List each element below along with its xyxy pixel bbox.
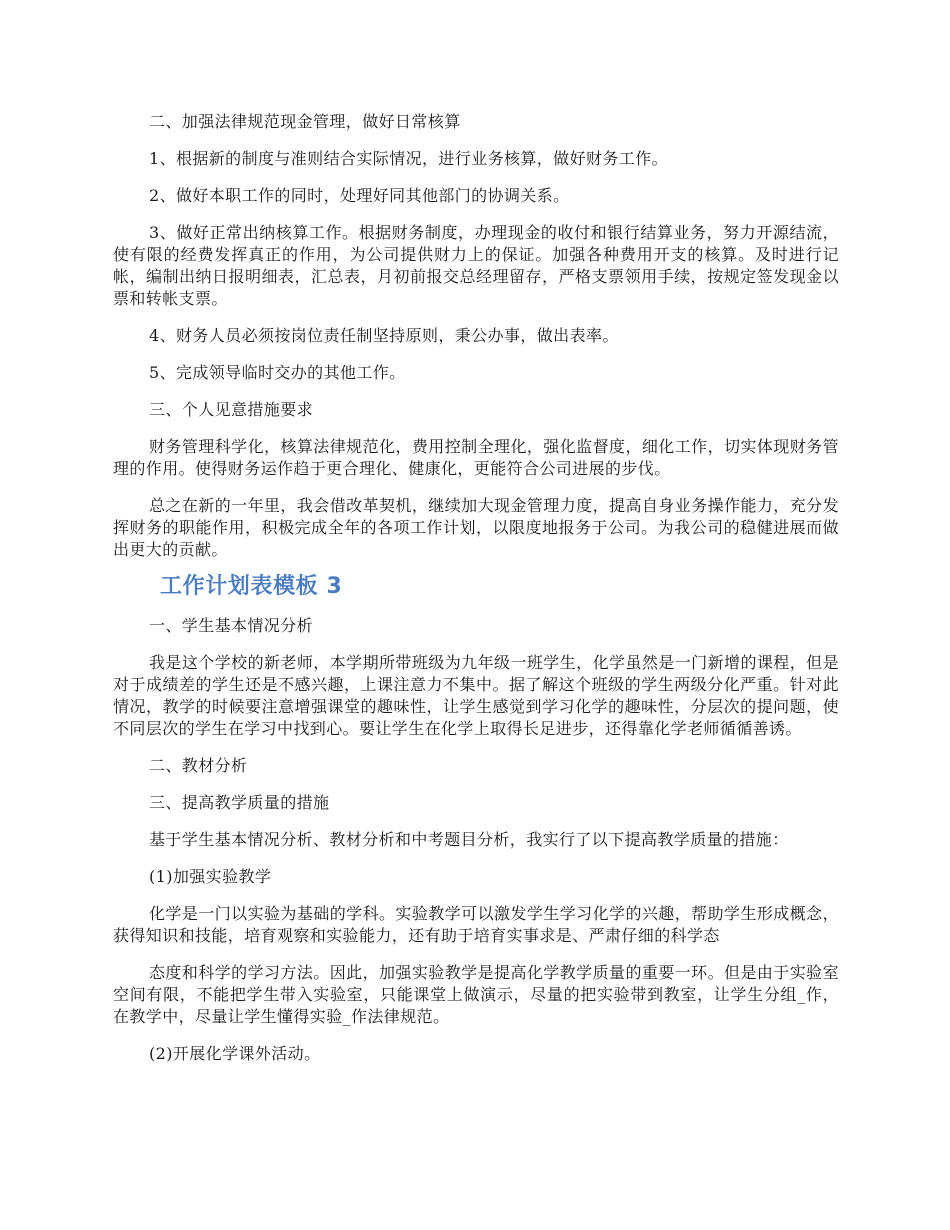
paragraph-experiment-continued: 态度和科学的学习方法。因此，加强实验教学是提高化学教学质量的重要一环。但是由于实验室空间有限，不能把学生带入实验室，只能课堂上做演示，尽量的把实验带到教室，让学生分组_作，在教学中，尽量让学生懂得实验_作法律规范。 (113, 963, 839, 1026)
paragraph-item-5: 5、完成领导临时交办的其他工作。 (149, 363, 406, 382)
section-heading-textbook-analysis: 二、教材分析 (149, 756, 248, 775)
paragraph-item-4: 4、财务人员必须按岗位责任制坚持原则，秉公办事，做出表率。 (149, 326, 619, 345)
section-heading-personal-suggestions: 三、个人见意措施要求 (149, 400, 314, 419)
document-heading: 工作计划表模板 3 (160, 574, 343, 599)
paragraph-item-1: 1、根据新的制度与准则结合实际情况，进行业务核算，做好财务工作。 (149, 149, 668, 168)
paragraph-item-2: 2、做好本职工作的同时，处理好同其他部门的协调关系。 (149, 186, 570, 205)
section-heading-teaching-measures: 三、提高教学质量的措施 (149, 793, 330, 812)
paragraph-item-3: 3、做好正常出纳核算工作。根据财务制度，办理现金的收付和银行结算业务，努力开源结流，使有限的经费发挥真正的作用，为公司提供财力上的保证。加强各种费用开支的核算。及时进行记帐，编制出纳日报明细表，汇总表，月初前报交总经理留存，严格支票领用手续，按规定签发现金以票和转帐支票。 (113, 223, 839, 308)
paragraph-student-analysis: 我是这个学校的新老师，本学期所带班级为九年级一班学生，化学虽然是一门新增的课程，但是对于成绩差的学生还是不感兴趣，上课注意力不集中。据了解这个班级的学生两级分化严重。针对此情况，教学的时候要注意增强课堂的趣味性，让学生感觉到学习化学的趣味性，分层次的提问题，使不同层次的学生在学习中找到心。要让学生在化学上取得长足进步，还得靠化学老师循循善诱。 (113, 653, 839, 738)
subheading-extracurricular: (2)开展化学课外活动。 (149, 1044, 321, 1063)
section-heading-cash-management: 二、加强法律规范现金管理，做好日常核算 (149, 112, 461, 131)
paragraph-finance-management: 财务管理科学化，核算法律规范化，费用控制全理化，强化监督度，细化工作，切实体现财务管理的作用。使得财务运作趋于更合理化、健康化，更能符合公司进展的步伐。 (113, 437, 839, 478)
paragraph-conclusion: 总之在新的一年里，我会借改革契机，继续加大现金管理力度，提高自身业务操作能力，充分发挥财务的职能作用，积极完成全年的各项工作计划，以限度地报务于公司。为我公司的稳健进展而做出更大的贡献。 (113, 496, 839, 559)
subheading-experiment-teaching: (1)加强实验教学 (149, 867, 272, 886)
paragraph-experiment-teaching: 化学是一门以实验为基础的学科。实验教学可以激发学生学习化学的兴趣，帮助学生形成概念，获得知识和技能，培育观察和实验能力，还有助于培育实事求是、严肃仔细的科学态 (113, 904, 839, 945)
section-heading-student-analysis: 一、学生基本情况分析 (149, 616, 314, 635)
paragraph-measures-intro: 基于学生基本情况分析、教材分析和中考题目分析，我实行了以下提高教学质量的措施： (149, 830, 789, 849)
